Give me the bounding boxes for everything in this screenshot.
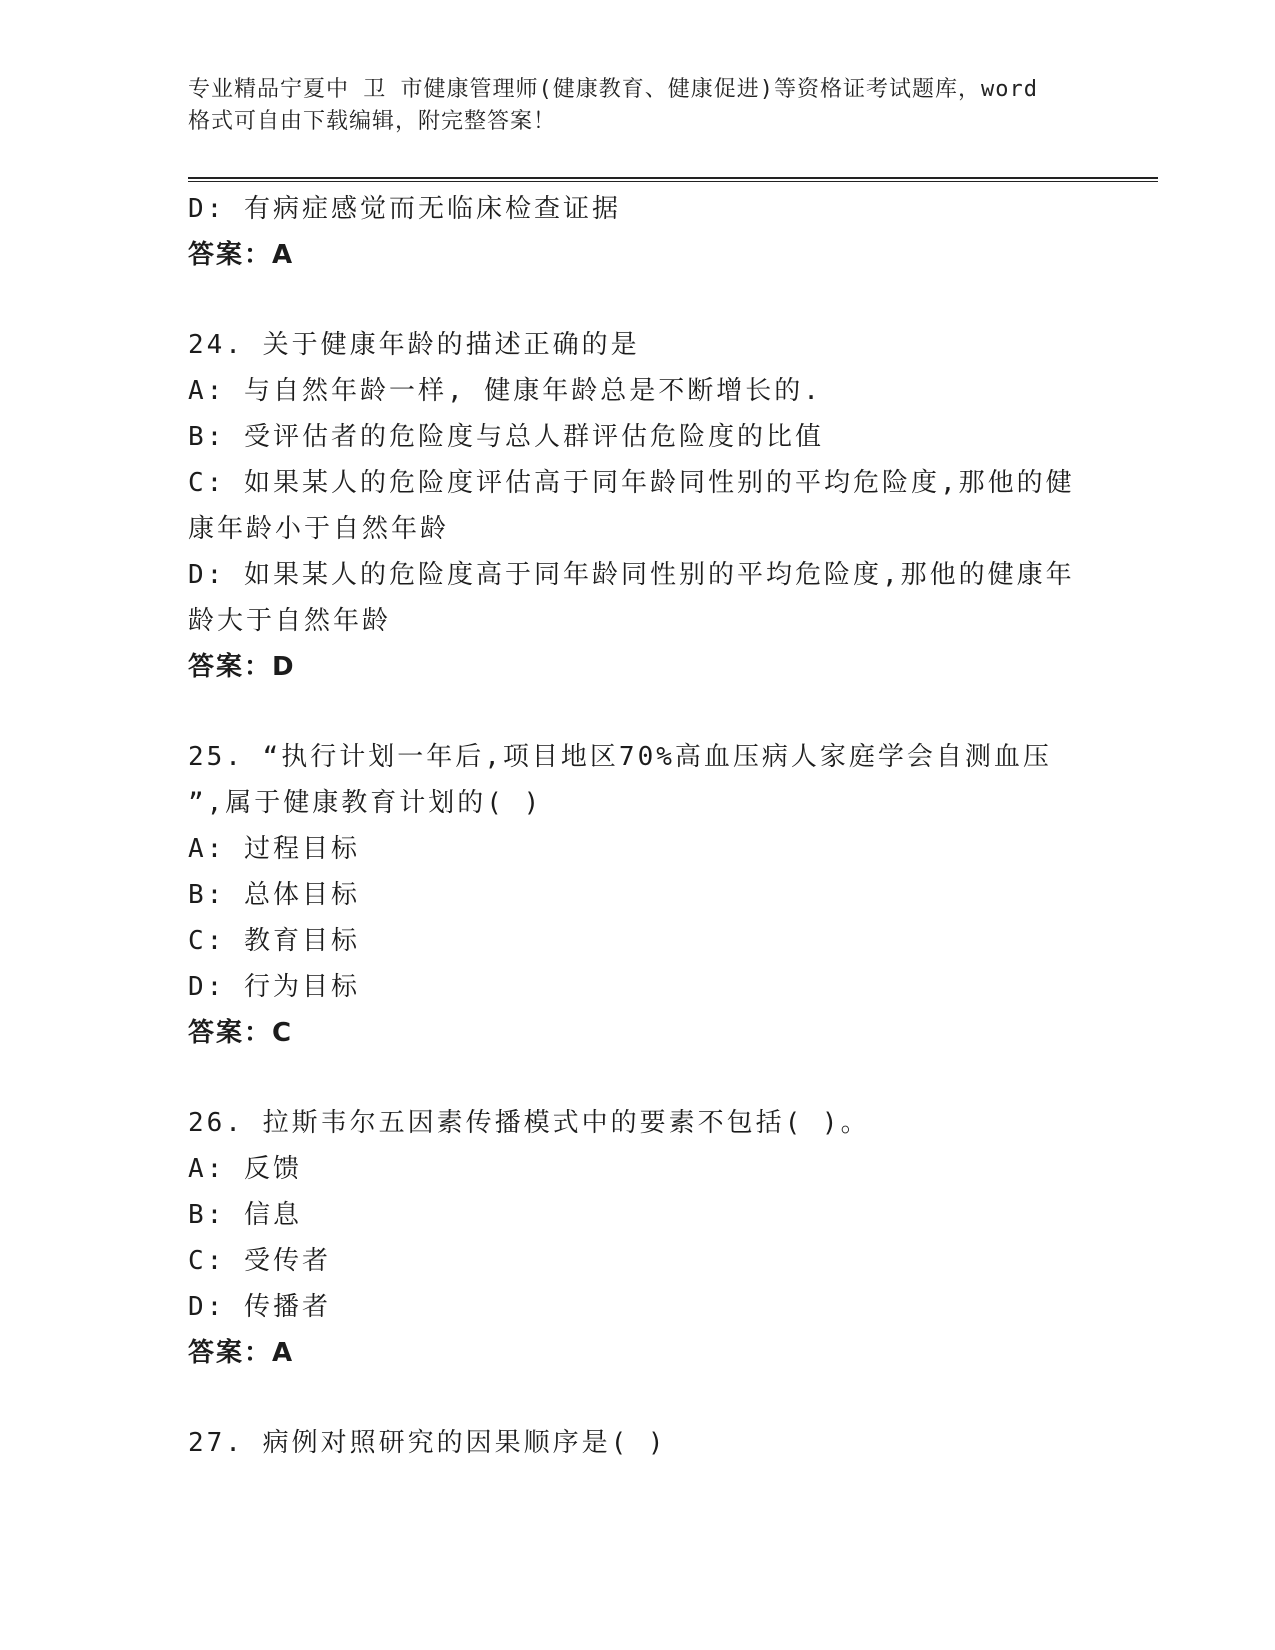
spacer [188, 690, 1088, 734]
q24-option-b: B: 受评估者的危险度与总人群评估危险度的比值 [188, 422, 824, 452]
q25-option-c: C: 教育目标 [188, 926, 360, 956]
q25-answer: 答案：C [188, 1018, 294, 1048]
q24-option-d-line2: 龄大于自然年龄 [188, 606, 392, 636]
q24-option-c-line2: 康年龄小于自然年龄 [188, 514, 450, 544]
q25-option-a: A: 过程目标 [188, 834, 360, 864]
q25-stem-line1: 25. “执行计划一年后,项目地区70%高血压病人家庭学会自测血压 [188, 742, 1052, 772]
q23-option-d: D: 有病症感觉而无临床检查证据 [188, 194, 621, 224]
q25-option-b: B: 总体目标 [188, 880, 360, 910]
spacer [188, 1056, 1088, 1100]
q26-answer: 答案：A [188, 1338, 295, 1368]
question-24 [188, 322, 1088, 690]
q24-option-a: A: 与自然年龄一样, 健康年龄总是不断增长的. [188, 376, 822, 406]
q25-option-d: D: 行为目标 [188, 972, 360, 1002]
q24-stem: 24. 关于健康年龄的描述正确的是 [188, 330, 640, 360]
page-header [188, 74, 1088, 138]
q26-option-b: B: 信息 [188, 1200, 302, 1230]
question-27 [188, 1420, 1088, 1466]
q24-option-c-line1: C: 如果某人的危险度评估高于同年龄同性别的平均危险度,那他的健 [188, 468, 1075, 498]
q23-answer: 答案：A [188, 240, 295, 270]
q26-stem: 26. 拉斯韦尔五因素传播模式中的要素不包括( )。 [188, 1108, 870, 1138]
question-26 [188, 1100, 1088, 1376]
question-list [188, 186, 1088, 1466]
question-23 [188, 186, 1088, 278]
spacer [188, 1376, 1088, 1420]
header-line-1: 专业精品宁夏中 卫 市健康管理师(健康教育、健康促进)等资格证考试题库，word [188, 77, 1038, 102]
header-divider [188, 177, 1158, 182]
q26-option-c: C: 受传者 [188, 1246, 331, 1276]
q26-option-a: A: 反馈 [188, 1154, 302, 1184]
q24-answer: 答案：D [188, 652, 296, 682]
spacer [188, 278, 1088, 322]
q24-option-d-line1: D: 如果某人的危险度高于同年龄同性别的平均危险度,那他的健康年 [188, 560, 1075, 590]
q25-stem-line2: ”,属于健康教育计划的( ) [188, 788, 543, 818]
header-line-2: 格式可自由下载编辑，附完整答案！ [188, 109, 557, 134]
q27-stem: 27. 病例对照研究的因果顺序是( ) [188, 1428, 667, 1458]
question-25 [188, 734, 1088, 1056]
q26-option-d: D: 传播者 [188, 1292, 331, 1322]
